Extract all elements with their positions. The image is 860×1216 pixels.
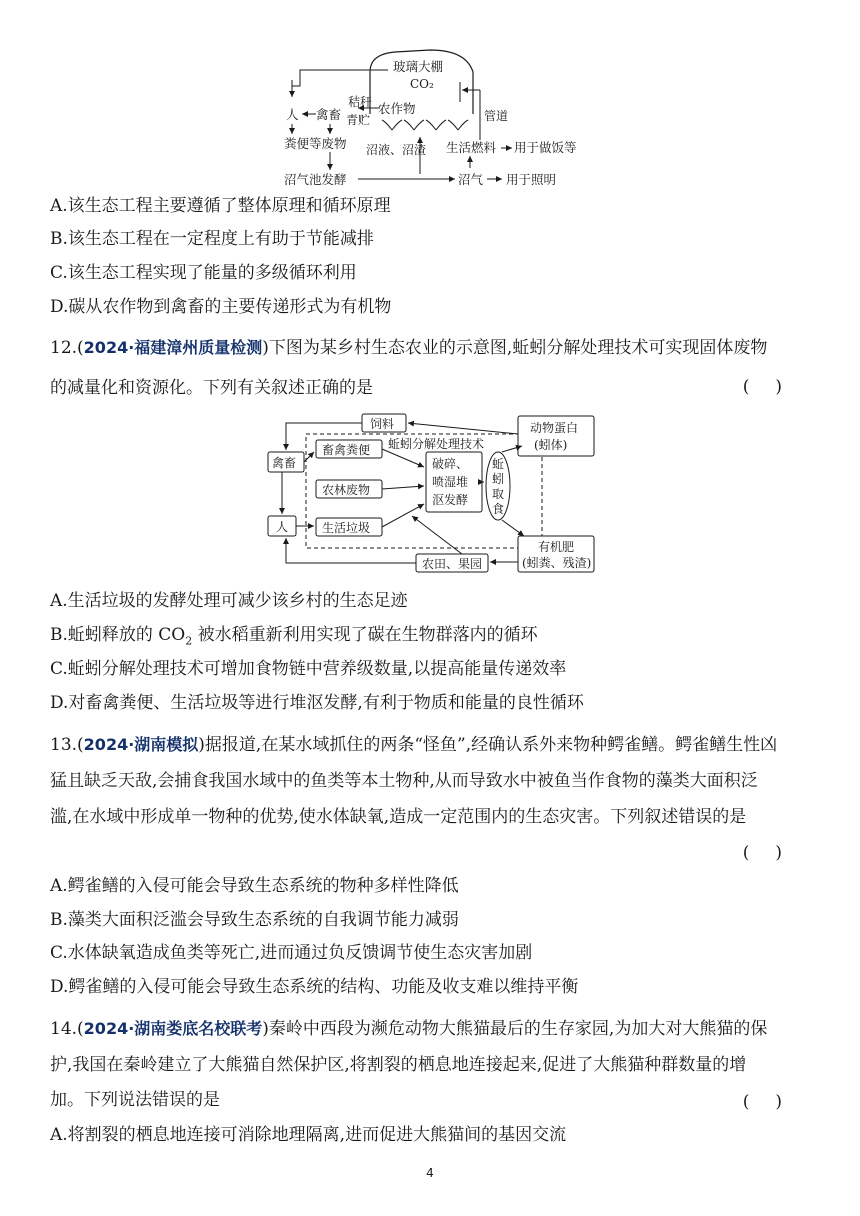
q14-source: 2024·湖南娄底名校联考 <box>83 1019 263 1038</box>
q13-stem-line2: 猛且缺乏天敌,会捕食我国水域中的鱼类等本土物种,从而导致水中被鱼当作食物的藻类大面积泛 <box>50 771 758 791</box>
worm-label-2: 蚓 <box>492 472 505 486</box>
pipe-label: 管道 <box>484 109 509 123</box>
earthworm-agriculture-diagram <box>262 412 602 576</box>
q12-option-a: A.生活垃圾的发酵处理可减少该乡村的生态足迹 <box>50 591 408 611</box>
straw-label: 秸秆 <box>348 95 373 109</box>
worm-label-4: 食 <box>492 502 505 516</box>
q14-number: 14.( <box>50 1019 84 1039</box>
greenhouse-label: 玻璃大棚 <box>393 59 444 74</box>
process-label-3: 沤发酵 <box>432 493 469 507</box>
fertilizer-sub-label: (蚓粪、残渣) <box>522 556 592 570</box>
q14-stem-line2: 护,我国在秦岭建立了大熊猫自然保护区,将割裂的栖息地连接起来,促进了大熊猫种群数量的增 <box>50 1055 747 1075</box>
q11-option-d: D.碳从农作物到禽畜的主要传递形式为有机物 <box>50 297 392 317</box>
q13-option-a: A.鳄雀鳝的入侵可能会导致生态系统的物种多样性降低 <box>50 876 459 896</box>
worm-label-3: 取 <box>492 487 505 501</box>
q14-stem-line3: 加。下列说法错误的是 <box>50 1090 220 1110</box>
q13-option-c: C.水体缺氧造成鱼类等死亡,进而通过负反馈调节使生态灾害加剧 <box>50 943 533 963</box>
q14-option-a: A.将割裂的栖息地连接可消除地理隔离,进而促进大熊猫间的基因交流 <box>50 1125 567 1145</box>
q13-number: 13.( <box>50 735 84 755</box>
q11-option-a: A.该生态工程主要遵循了整体原理和循环原理 <box>50 196 391 216</box>
q12-option-b-post: 被水稻重新利用实现了碳在生物群落内的循环 <box>192 625 538 645</box>
q14-stem-line1 <box>50 1018 767 1040</box>
silage-label: 青贮 <box>346 113 371 127</box>
digester-label: 沼气池发酵 <box>284 172 347 187</box>
feed-label: 饲料 <box>370 417 395 431</box>
tech-label: 蚯蚓分解处理技术 <box>388 437 485 451</box>
worm-label-1: 蚯 <box>492 457 505 471</box>
person-label: 人 <box>286 107 299 122</box>
fields-label: 农田、果园 <box>422 557 483 571</box>
waste-label: 农林废物 <box>322 483 371 497</box>
q14-stem-text1: )秦岭中西段为濒危动物大熊猫最后的生存家园,为加大对大熊猫的保 <box>262 1019 768 1039</box>
process-label-2: 喷湿堆 <box>432 475 469 489</box>
manure-label: 粪便等废物 <box>284 136 347 151</box>
livestock-label-2: 禽畜 <box>272 456 297 470</box>
q12-source: 2024·福建漳州质量检测 <box>83 338 263 357</box>
q13-answer-paren: () <box>742 843 808 863</box>
q12-number: 12.( <box>50 338 84 358</box>
fertilizer-label: 有机肥 <box>538 540 575 554</box>
cooking-label: 用于做饭等 <box>514 140 577 155</box>
co2-label: CO₂ <box>410 77 434 91</box>
manure-label-2: 畜禽粪便 <box>322 443 371 457</box>
q12-option-c: C.蚯蚓分解处理技术可增加食物链中营养级数量,以提高能量传递效率 <box>50 659 567 679</box>
q13-source: 2024·湖南模拟 <box>83 735 199 754</box>
livestock-label: 禽畜 <box>316 107 342 122</box>
biogas-label: 沼气 <box>458 172 484 187</box>
q12-stem-line1 <box>50 337 767 359</box>
q12-answer-paren: () <box>742 377 808 397</box>
page-number: 4 <box>426 1166 434 1180</box>
q12-stem-line2: 的减量化和资源化。下列有关叙述正确的是 <box>50 378 373 398</box>
q12-option-b-pre: B.蚯蚓释放的 CO <box>50 625 186 645</box>
person-label-2: 人 <box>276 520 289 534</box>
slurry-label: 沼液、沼渣 <box>366 143 427 157</box>
q13-stem-line3: 滥,在水域中形成单一物种的优势,使水体缺氧,造成一定范围内的生态灾害。下列叙述错误的是 <box>50 807 747 827</box>
q13-option-d: D.鳄雀鳝的入侵可能会导致生态系统的结构、功能及收支难以维持平衡 <box>50 977 579 997</box>
q12-option-b <box>50 624 538 652</box>
fuel-label: 生活燃料 <box>446 140 497 155</box>
protein-sub-label: (蚓体) <box>534 438 568 452</box>
q12-option-d: D.对畜禽粪便、生活垃圾等进行堆沤发酵,有利于物质和能量的良性循环 <box>50 693 584 713</box>
protein-label: 动物蛋白 <box>530 421 579 435</box>
greenhouse-ecosystem-diagram <box>270 42 600 190</box>
q11-option-b: B.该生态工程在一定程度上有助于节能减排 <box>50 229 374 249</box>
garbage-label: 生活垃圾 <box>322 521 371 535</box>
crops-label: 农作物 <box>378 101 416 116</box>
q13-option-b: B.藻类大面积泛滥会导致生态系统的自我调节能力减弱 <box>50 910 459 930</box>
q12-stem-text1: )下图为某乡村生态农业的示意图,蚯蚓分解处理技术可实现固体废物 <box>262 338 768 358</box>
process-label-1: 破碎、 <box>432 457 469 471</box>
q13-stem-text1: )据报道,在某水域抓住的两条“怪鱼”,经确认系外来物种鳄雀鳝。鳄雀鳝生性凶 <box>198 735 778 755</box>
lighting-label: 用于照明 <box>506 172 557 187</box>
q11-option-c: C.该生态工程实现了能量的多级循环利用 <box>50 263 357 283</box>
q12-option-b-sub: 2 <box>185 634 193 648</box>
q13-stem-line1 <box>50 734 777 756</box>
q14-answer-paren: () <box>742 1092 808 1112</box>
